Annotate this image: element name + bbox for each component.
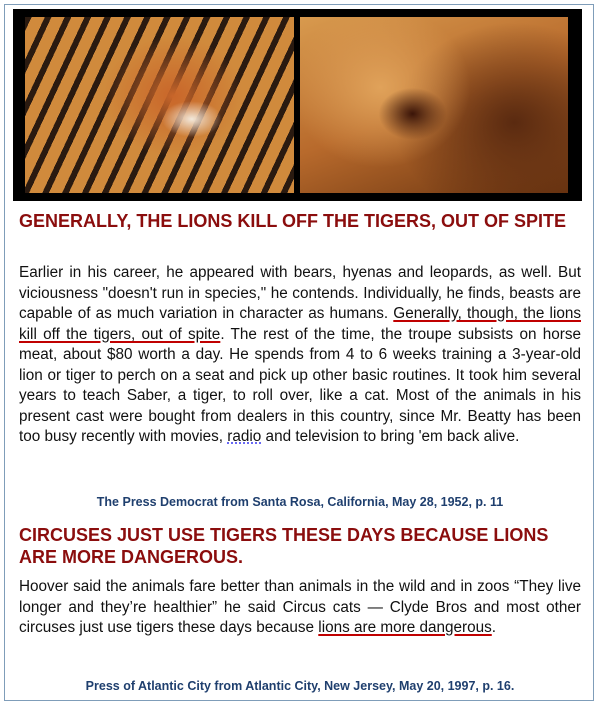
section2-text-before: Hoover said the animals fare better than animals in the wild and in zoos “They live longer and they’re healthier” he said Circus cats — Clyde Bros and most other circuses just use tigers these days because: [19, 578, 581, 636]
tiger-photo: [25, 17, 294, 193]
section1-heading: GENERALLY, THE LIONS KILL OFF THE TIGERS, OUT OF SPITE: [19, 211, 567, 231]
section2-text-after: .: [491, 619, 497, 636]
section1-text-before: Earlier in his career, he appeared with bears, hyenas and leopards, as well. But viciousness "doesn't run in species," he contends. Individually, he finds, beasts are capable of as much variation in character as humans.: [19, 264, 581, 322]
photo-strip: [13, 9, 582, 201]
section1-highlight: Generally, though, the lions kill off the tigers, out of spite: [19, 305, 581, 343]
section1-paragraph: [19, 263, 581, 448]
section1-text-middle: . The rest of the time, the troupe subsists on horse meat, about $80 worth a day. He spends from 4 to 6 weeks training a 3-year-old lion or tiger to perch on a seat and pick up other basic routines. It took him several years to teach Saber, a tiger, to roll over, like a cat. Most of the animals in his present cast were bought from dealers in this country, since Mr. Beatty has been too busy recently with movies,: [19, 325, 581, 445]
section2-heading: CIRCUSES JUST USE TIGERS THESE DAYS BECAUSE LIONS ARE MORE DANGEROUS.: [19, 525, 549, 567]
lion-photo: [300, 17, 568, 193]
section1-spell-flag: radio: [227, 428, 262, 445]
section2-source: Press of Atlantic City from Atlantic City, New Jersey, May 20, 1997, p. 16.: [85, 679, 515, 693]
section2-highlight: lions are more dangerous: [318, 619, 492, 636]
section1-source: The Press Democrat from Santa Rosa, California, May 28, 1952, p. 11: [96, 495, 504, 509]
section2-paragraph: [19, 577, 581, 639]
section1-text-after: and television to bring 'em back alive.: [261, 428, 520, 445]
